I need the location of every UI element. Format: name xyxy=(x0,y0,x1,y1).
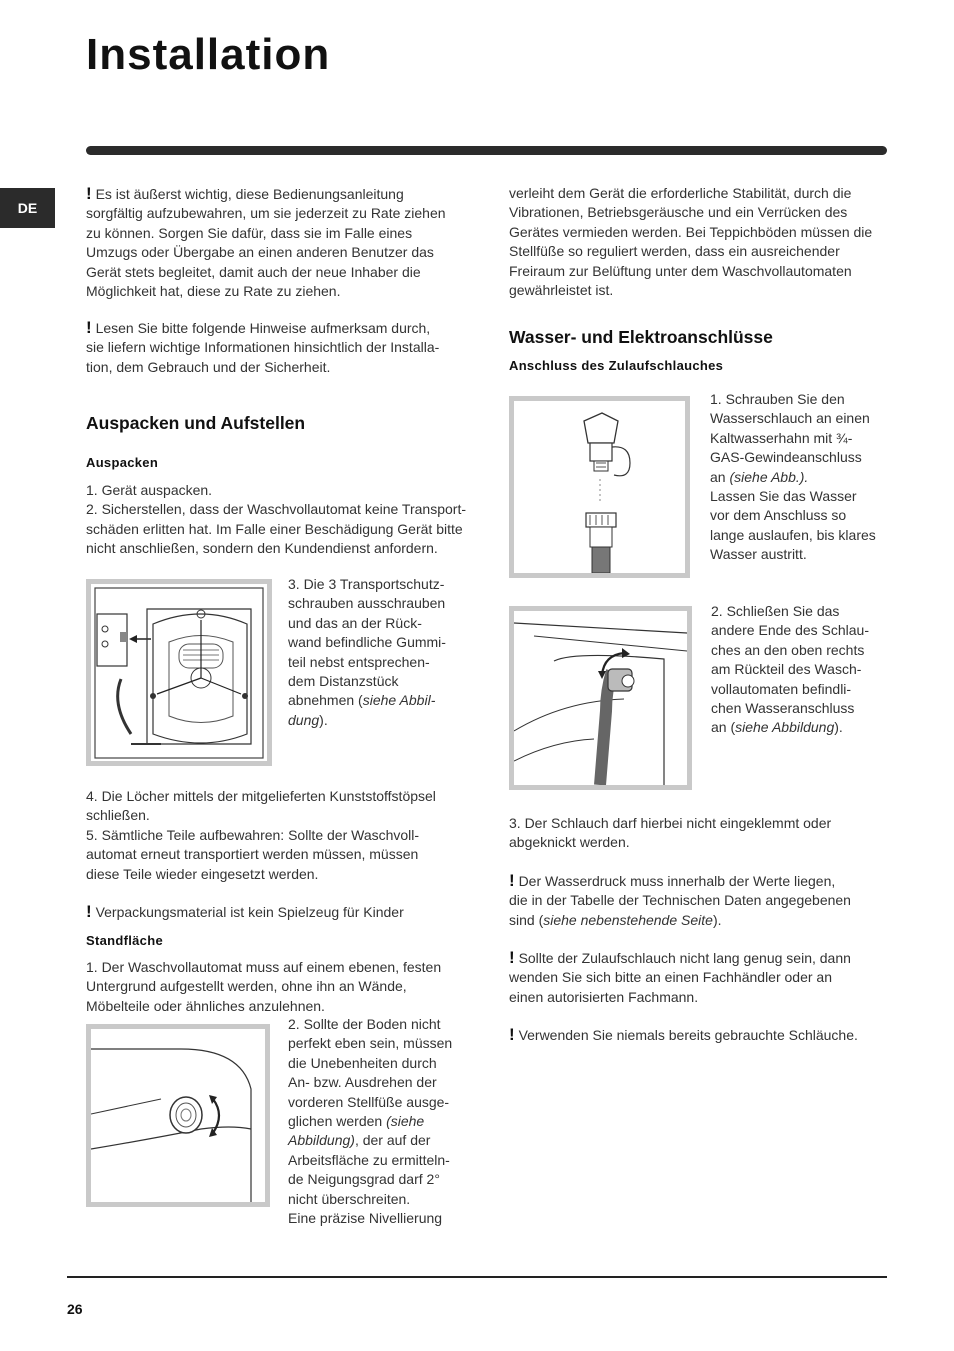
title-rule xyxy=(86,146,887,155)
figure-adjustable-feet xyxy=(86,1024,270,1207)
warning-icon: ! xyxy=(509,871,515,890)
intro-warning-2: ! Lesen Sie bitte folgende Hinweise aufmerksam durch, sie liefern wichtige Informationen hinsichtlich der Installa- tion, dem Gebrauch und der Sicherheit. xyxy=(86,318,440,375)
page-title: Installation xyxy=(86,30,331,79)
figure-hose-connection xyxy=(509,606,692,790)
warning-hose-length: ! Sollte der Zulaufschlauch nicht lang genug sein, dann wenden Sie sich bitte an einen Fachhändler oder an einen autorisierten Fachmann. xyxy=(509,948,851,1005)
subsection-title-standflaeche: Standfläche xyxy=(86,933,163,948)
zulauf-step-2: 2. Schließen Sie das andere Ende des Schlau- ches an den oben rechts am Rückteil des Wasch- vollautomaten befindli- chen Wasseranschluss an (siehe Abbildung). xyxy=(711,603,869,736)
standflaeche-step-1: 1. Der Waschvollautomat muss auf einem ebenen, festen Untergrund aufgestellt werden, ohne ihn an Wände, Möbelteile oder ähnliches anzulehnen. xyxy=(86,959,442,1014)
step-3-transport-screws: 3. Die 3 Transportschutz- schrauben ausschrauben und das an der Rück- wand befindliche Gummi- teil nebst entsprechen- dem Distanzstück abnehmen (siehe Abbil- dung). xyxy=(288,576,446,728)
warning-icon: ! xyxy=(86,902,92,921)
warning-used-hoses: ! Verwenden Sie niemals bereits gebrauchte Schläuche. xyxy=(509,1025,858,1044)
warning-icon: ! xyxy=(86,184,92,203)
warning-icon: ! xyxy=(86,318,92,337)
intro-warning-1: ! Es ist äußerst wichtig, diese Bedienungsanleitung sorgfältig aufzubewahren, um sie jederzeit zu Rate ziehen zu können. Sorgen Sie dafür, dass sie im Falle eines Umzugs oder Übergabe an einen anderen Benutzer das Gerät stets begleitet, damit auch der neue Inhaber die Möglichkeit hat, diese zu Rate zu ziehen. xyxy=(86,184,446,300)
language-tab: DE xyxy=(0,188,55,228)
standflaeche-step-2: 2. Sollte der Boden nicht perfekt eben sein, müssen die Unebenheiten durch An- bzw. Ausdrehen der vorderen Stellfüße ausge- glichen werden (siehe Abbildung), der auf der Arbeitsfläche zu ermitteln- de Neigungsgrad darf 2° nicht überschreiten. Eine präzise Nivellierung xyxy=(288,1016,453,1227)
subsection-title-auspacken: Auspacken xyxy=(86,455,159,470)
warning-icon: ! xyxy=(509,1025,515,1044)
standflaeche-continuation: verleiht dem Gerät die erforderliche Stabilität, durch die Vibrationen, Betriebsgeräusche und ein Verrücken des Gerätes vermieden werden. Bei Teppichböden müssen die Stellfüße so reguliert werden, dass ein ausreichender Freiraum zur Belüftung unter dem Waschvollautomaten gewährleistet ist. xyxy=(509,185,873,299)
warning-water-pressure: ! Der Wasserdruck muss innerhalb der Werte liegen, die in der Tabelle der Technischen Daten angegebenen sind (siehe nebenstehende Seite). xyxy=(509,871,851,928)
section-title-auspacken-aufstellen: Auspacken und Aufstellen xyxy=(86,413,306,433)
figure-transport-screws xyxy=(86,579,272,766)
zulauf-step-3: 3. Der Schlauch darf hierbei nicht eingeklemmt oder abgeknickt werden. xyxy=(509,815,832,851)
auspacken-steps: 1. Gerät auspacken. 2. Sicherstellen, dass der Waschvollautomat keine Transport- schäden erlitten hat. Im Falle einer Beschädigung Gerät bitte nicht anschließen, sondern den Kundendienst anfordern. xyxy=(86,482,466,557)
warning-icon: ! xyxy=(509,948,515,967)
subsection-title-zulaufschlauch: Anschluss des Zulaufschlauches xyxy=(509,358,724,373)
footer-rule xyxy=(67,1276,887,1278)
section-title-wasser-elektro: Wasser- und Elektroanschlüsse xyxy=(509,327,773,347)
steps-4-5: 4. Die Löcher mittels der mitgelieferten Kunststoffstöpsel schließen. 5. Sämtliche Teile aufbewahren: Sollte der Waschvoll- automat erneut transportiert werden müssen, müssen diese Teile wieder eingesetzt werden. xyxy=(86,788,436,882)
figure-water-tap xyxy=(509,396,690,578)
zulauf-step-1: 1. Schrauben Sie den Wasserschlauch an einen Kaltwasserhahn mit ¾- GAS-Gewindeanschluss an (siehe Abb.). Lassen Sie das Wasser vor dem Anschluss so lange auslaufen, bis klares Wasser austritt. xyxy=(710,391,876,563)
warning-packaging: ! Verpackungsmaterial ist kein Spielzeug für Kinder xyxy=(86,902,404,921)
page-number: 26 xyxy=(67,1301,83,1317)
